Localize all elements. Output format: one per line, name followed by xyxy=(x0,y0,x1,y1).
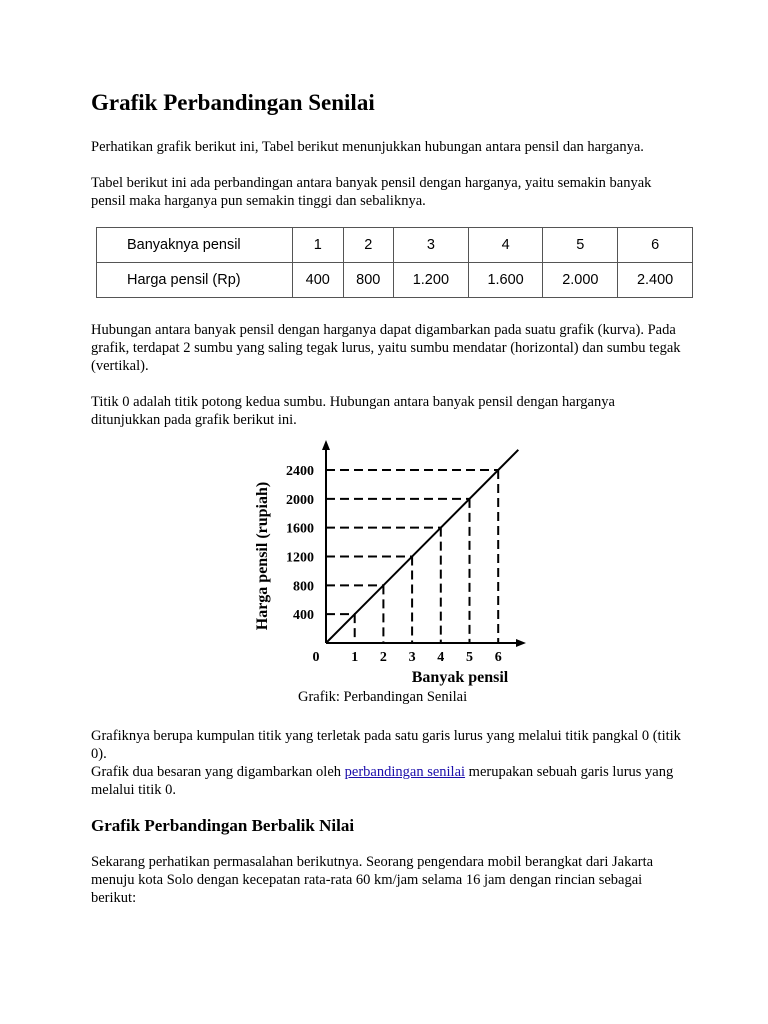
x-tick-label: 1 xyxy=(351,650,359,665)
direct-proportion-paragraph xyxy=(91,763,686,799)
x-tick-label: 4 xyxy=(437,650,445,665)
table-description: Tabel berikut ini ada perbandingan antara banyak pensil dengan harganya, yaitu semakin banyak pensil maka harganya pun semakin tinggi dan sebaliknya. xyxy=(91,175,652,209)
table-cell: 2 xyxy=(343,228,394,263)
x-axis-label: Banyak pensil xyxy=(411,669,509,686)
table-cell: 800 xyxy=(343,263,394,298)
intro-paragraph: Perhatikan grafik berikut ini, Tabel berikut menunjukkan hubungan antara pensil dan harganya. xyxy=(91,139,644,155)
x-tick-label: 3 xyxy=(408,650,416,665)
table-row-header: Harga pensil (Rp) xyxy=(97,263,293,298)
data-line xyxy=(326,450,518,643)
table-cell: 1 xyxy=(293,228,344,263)
perbandingan-senilai-link[interactable]: perbandingan senilai xyxy=(344,764,466,780)
x-axis-arrow xyxy=(516,639,526,647)
table-cell: 5 xyxy=(543,228,618,263)
table-cell: 3 xyxy=(394,228,469,263)
text-segment: Grafik dua besaran yang digambarkan oleh xyxy=(91,764,345,780)
y-tick-label: 400 xyxy=(293,608,314,624)
pencil-price-table xyxy=(96,227,693,298)
graph-description: Hubungan antara banyak pensil dengan harganya dapat digambarkan pada suatu grafik (kurva). Pada grafik, terdapat 2 sumbu yang saling tegak lurus, yaitu sumbu mendatar (horizontal) dan sumbu tegak (vertikal). xyxy=(91,322,681,374)
table-cell: 2.000 xyxy=(543,263,618,298)
x-tick-label: 5 xyxy=(466,650,473,665)
table-row-header: Banyaknya pensil xyxy=(97,228,293,263)
y-axis-label: Harga pensil (rupiah) xyxy=(254,481,271,631)
table-cell: 400 xyxy=(293,263,344,298)
table-cell: 1.200 xyxy=(394,263,469,298)
graph-explanation: Grafiknya berupa kumpulan titik yang terletak pada satu garis lurus yang melalui titik pangkal 0 (titik 0). xyxy=(91,728,681,762)
y-tick-label: 1600 xyxy=(286,521,314,537)
section-title: Grafik Perbandingan Berbalik Nilai xyxy=(91,816,355,835)
origin-description: Titik 0 adalah titik potong kedua sumbu. Hubungan antara banyak pensil dengan harganya ditunjukkan pada grafik berikut ini. xyxy=(91,394,615,428)
y-tick-label: 1200 xyxy=(286,550,314,566)
y-axis-arrow xyxy=(322,440,330,450)
y-tick-label: 800 xyxy=(293,579,314,595)
page-title: Grafik Perbandingan Senilai xyxy=(91,90,375,115)
table-row xyxy=(97,228,693,263)
table-cell: 2.400 xyxy=(618,263,693,298)
x-tick-label: 0 xyxy=(312,650,320,665)
y-tick-label: 2400 xyxy=(286,464,314,479)
x-tick-label: 6 xyxy=(494,650,502,665)
proportion-chart xyxy=(240,436,530,688)
table-cell: 4 xyxy=(468,228,543,263)
problem-paragraph: Sekarang perhatikan permasalahan berikutnya. Seorang pengendara mobil berangkat dari Jakarta menuju kota Solo dengan kecepatan rata-rata 60 km/jam selama 16 jam dengan rincian sebagai berikut: xyxy=(91,854,654,906)
chart-caption: Grafik: Perbandingan Senilai xyxy=(298,689,468,705)
text-segment: merupakan sebuah garis lurus yang melalui titik 0. xyxy=(91,764,674,798)
table-row xyxy=(97,263,693,298)
y-tick-label: 2000 xyxy=(286,492,314,508)
table-cell: 1.600 xyxy=(468,263,543,298)
x-tick-label: 2 xyxy=(379,650,387,665)
table-cell: 6 xyxy=(618,228,693,263)
